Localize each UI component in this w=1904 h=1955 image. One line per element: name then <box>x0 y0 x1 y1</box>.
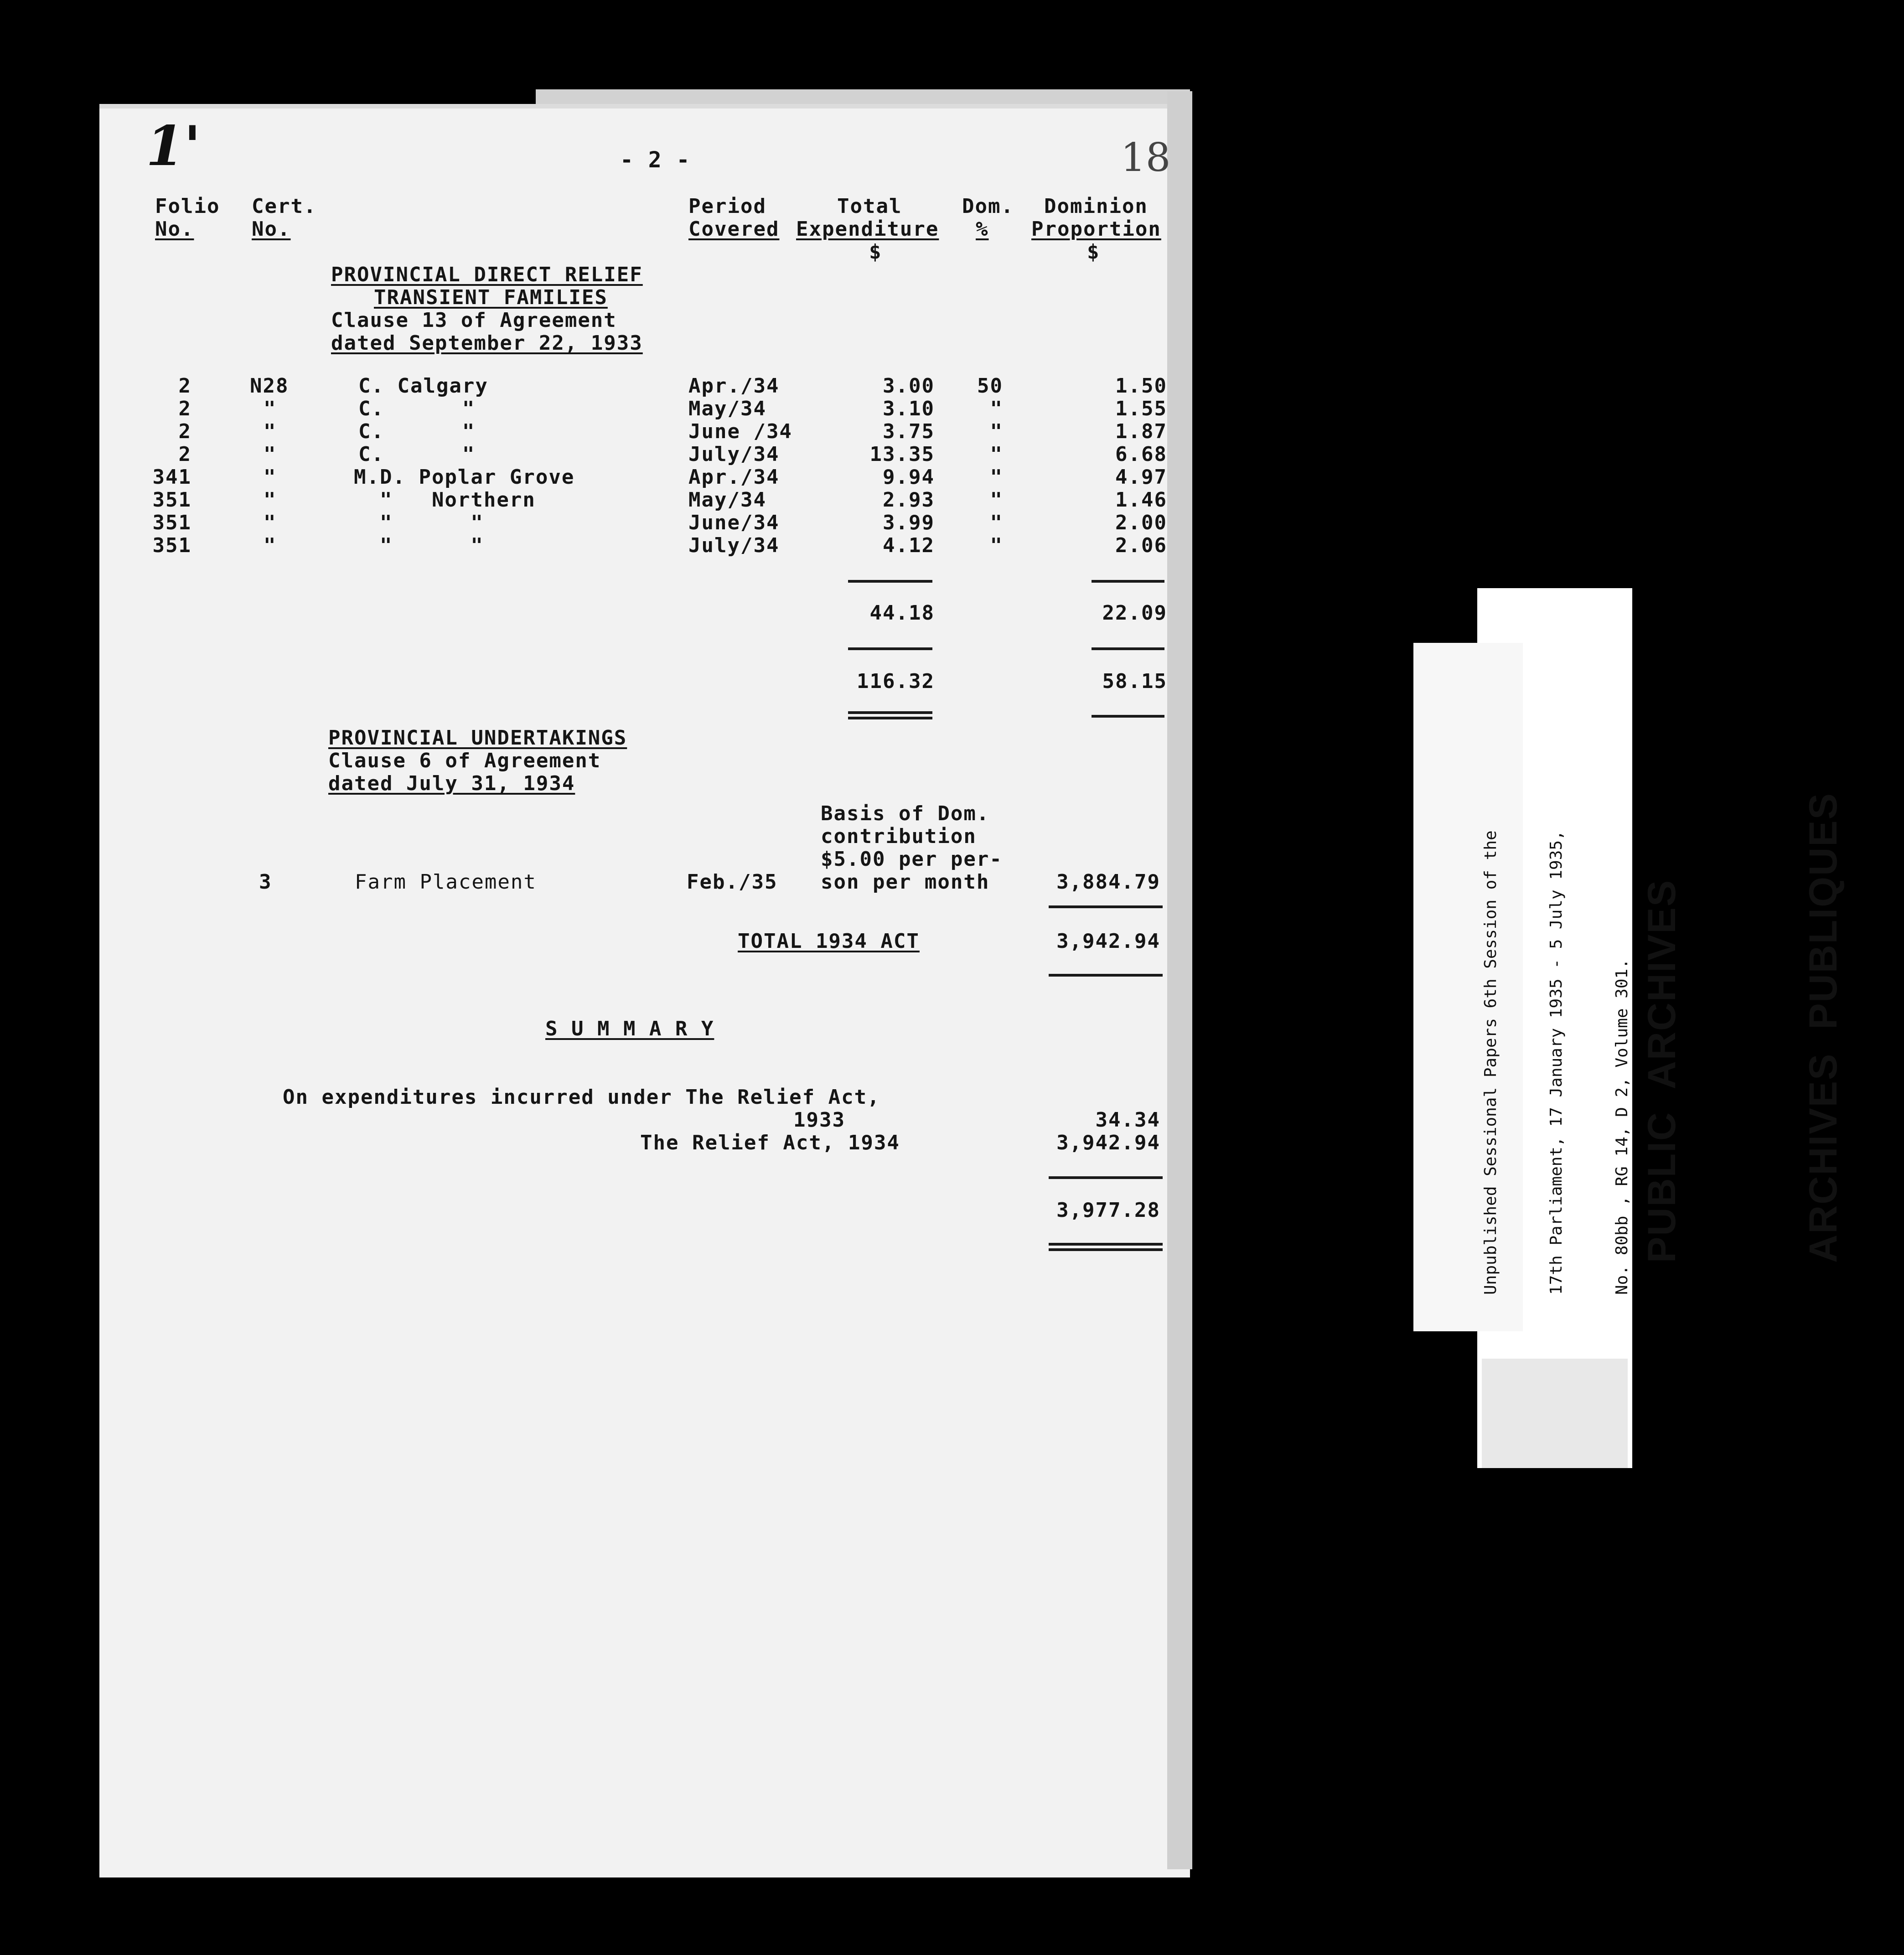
period-cell: Apr./34 <box>688 374 780 398</box>
name-cell: " " <box>354 511 484 534</box>
prop-cell: 4.97 <box>1115 465 1167 489</box>
summary-value: 3,942.94 <box>1056 1131 1160 1154</box>
total-cell: 9.94 <box>883 465 935 489</box>
folio-cell: 351 <box>152 511 191 534</box>
total-total: 116.32 <box>857 670 935 693</box>
name-cell: C. " <box>358 443 476 466</box>
subtotal-prop: 22.09 <box>1102 601 1167 625</box>
summary-line: 1933 <box>793 1108 845 1132</box>
prop-cell: 2.00 <box>1115 511 1167 534</box>
total-cell: 13.35 <box>869 443 935 466</box>
folio-cell: 351 <box>152 488 191 512</box>
period-cell: July/34 <box>688 534 780 557</box>
rule <box>1092 647 1164 650</box>
period-cell: Feb./35 <box>687 870 778 894</box>
period-cell: June /34 <box>688 420 792 443</box>
rule <box>1049 974 1163 977</box>
folio-cell: 2 <box>178 420 191 443</box>
double-rule <box>1049 1243 1163 1251</box>
prop-cell: 6.68 <box>1115 443 1167 466</box>
prop-cell: 1.55 <box>1115 397 1167 420</box>
prop-cell: 2.06 <box>1115 534 1167 557</box>
total-cell: 3.00 <box>883 374 935 398</box>
folio-cell: 341 <box>152 465 191 489</box>
header-period-2: Covered <box>688 217 780 241</box>
period-cell: May/34 <box>688 397 766 420</box>
name-cell: " Northern <box>354 488 536 512</box>
basis-line: $5.00 per per- <box>821 848 1003 871</box>
dom-cell: " <box>990 443 1003 466</box>
basis-line: Basis of Dom. <box>821 802 990 825</box>
basis-line: contribution <box>821 825 977 848</box>
summary-title: S U M M A R Y <box>545 1017 714 1040</box>
section1-date: dated September 22, 1933 <box>331 331 643 355</box>
section1-subtitle: TRANSIENT FAMILIES <box>374 286 608 309</box>
total-cell: 4.12 <box>883 534 935 557</box>
period-cell: July/34 <box>688 443 780 466</box>
citation-line: Unpublished Sessional Papers 6th Session of the <box>1481 830 1500 1295</box>
cert-cell: " <box>264 443 277 466</box>
name-cell: C. Calgary <box>358 374 488 398</box>
total-1934-value: 3,942.94 <box>1056 930 1160 953</box>
prop-cell: 1.87 <box>1115 420 1167 443</box>
page-header: - 2 - <box>620 147 691 173</box>
dom-cell: " <box>990 488 1003 512</box>
cert-cell: " <box>264 420 277 443</box>
document-page <box>99 104 1190 1877</box>
total-cell: 3.99 <box>883 511 935 534</box>
cert-cell: " <box>264 465 277 489</box>
summary-value: 34.34 <box>1095 1108 1160 1132</box>
total-cell: 3.75 <box>883 420 935 443</box>
dom-cell: " <box>990 534 1003 557</box>
archive-line: PUBLIC ARCHIVES <box>1640 879 1684 1263</box>
page-number: 18 <box>1121 135 1171 181</box>
header-dom-2: % <box>976 217 989 241</box>
archive-line: ARCHIVES PUBLIQUES <box>1801 792 1845 1263</box>
prop-cell: 1.50 <box>1115 374 1167 398</box>
folio-cell: 351 <box>152 534 191 557</box>
section2-title: PROVINCIAL UNDERTAKINGS <box>328 726 627 750</box>
dom-cell: " <box>990 465 1003 489</box>
rule <box>1049 1176 1163 1179</box>
name-cell: C. " <box>358 397 476 420</box>
summary-line: The Relief Act, 1934 <box>640 1131 900 1154</box>
label-tab <box>1482 1359 1628 1468</box>
header-total-unit: $ <box>869 240 882 264</box>
header-total-1: Total <box>837 195 902 218</box>
name-cell: M.D. Poplar Grove <box>354 465 575 489</box>
name-cell: C. " <box>358 420 476 443</box>
rule <box>848 647 932 650</box>
period-cell: May/34 <box>688 488 766 512</box>
cert-cell: " <box>264 397 277 420</box>
header-prop-unit: $ <box>1087 240 1100 264</box>
cert-cell: N28 <box>250 374 289 398</box>
double-rule <box>848 711 932 719</box>
folio-cell: 2 <box>178 397 191 420</box>
name-cell: " " <box>354 534 484 557</box>
dom-cell: " <box>990 397 1003 420</box>
section2-date: dated July 31, 1934 <box>328 772 575 795</box>
section1-title: PROVINCIAL DIRECT RELIEF <box>331 263 643 286</box>
prop-cell: 3,884.79 <box>1056 870 1160 894</box>
total-1934-label: TOTAL 1934 ACT <box>738 930 920 953</box>
dom-cell: 50 <box>977 374 1003 398</box>
folio-cell: 2 <box>178 374 191 398</box>
citation-line: 17th Parliament, 17 January 1935 - 5 July 1935, <box>1547 830 1566 1295</box>
archive-stamp <box>1527 792 1904 1263</box>
cert-cell: 3 <box>259 870 272 894</box>
header-period-1: Period <box>688 195 766 218</box>
summary-line: On expenditures incurred under The Relief Act, <box>283 1086 880 1109</box>
cert-cell: " <box>264 534 277 557</box>
rule <box>1092 580 1164 583</box>
header-folio-2: No. <box>155 217 194 241</box>
period-cell: Apr./34 <box>688 465 780 489</box>
basis-line: son per month <box>821 870 990 894</box>
header-prop-2: Proportion <box>1031 217 1161 241</box>
rule <box>848 580 932 583</box>
rule <box>1092 715 1164 718</box>
header-dom-1: Dom. <box>962 195 1014 218</box>
folio-cell: 2 <box>178 443 191 466</box>
citation-line: No. 80bb , RG 14, D 2, Volume 301. <box>1613 959 1631 1295</box>
header-cert-1: Cert. <box>252 195 317 218</box>
section2-clause: Clause 6 of Agreement <box>328 749 601 772</box>
corner-mark: 1' <box>146 114 201 178</box>
total-prop: 58.15 <box>1102 670 1167 693</box>
cert-cell: " <box>264 488 277 512</box>
paper-stack-edge <box>1167 91 1192 1869</box>
subtotal-total: 44.18 <box>869 601 935 625</box>
header-total-2: Expenditure <box>796 217 939 241</box>
prop-cell: 1.46 <box>1115 488 1167 512</box>
grand-total: 3,977.28 <box>1056 1199 1160 1222</box>
rule <box>1049 905 1163 908</box>
period-cell: June/34 <box>688 511 780 534</box>
header-folio-1: Folio <box>155 195 220 218</box>
dom-cell: " <box>990 420 1003 443</box>
header-cert-2: No. <box>252 217 291 241</box>
cert-cell: " <box>264 511 277 534</box>
dom-cell: " <box>990 511 1003 534</box>
section1-clause: Clause 13 of Agreement <box>331 309 617 332</box>
total-cell: 2.93 <box>883 488 935 512</box>
header-prop-1: Dominion <box>1044 195 1148 218</box>
total-cell: 3.10 <box>883 397 935 420</box>
name-cell: Farm Placement <box>355 870 537 894</box>
